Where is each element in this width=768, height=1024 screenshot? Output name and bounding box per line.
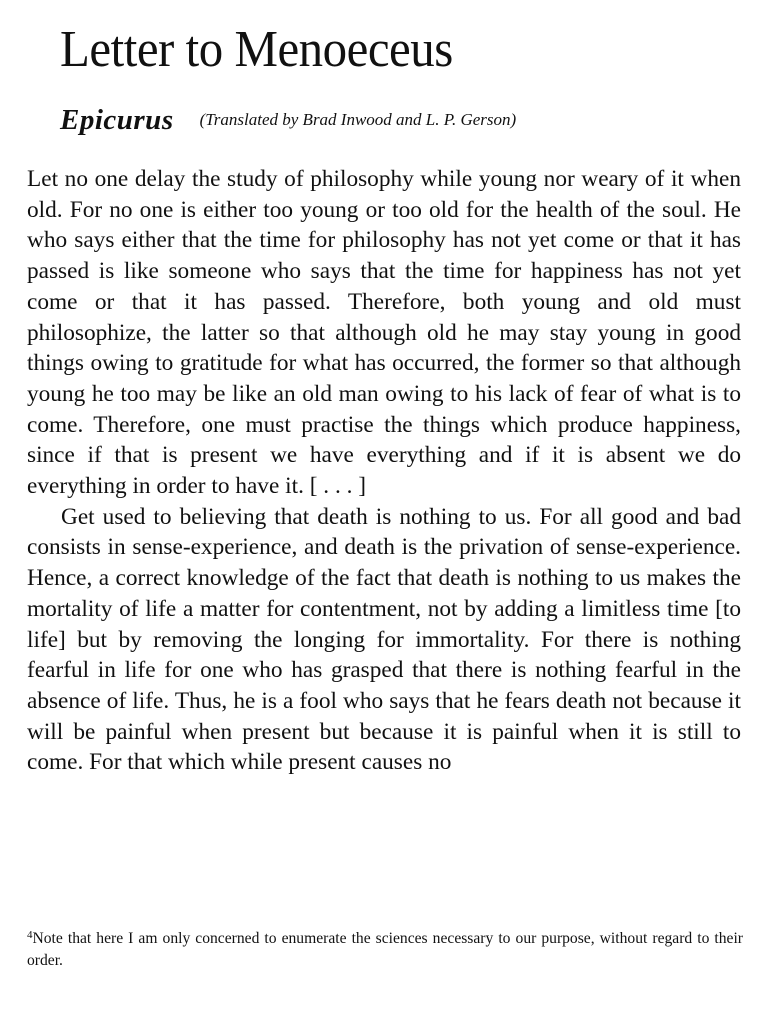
author-name: Epicurus: [60, 104, 174, 136]
byline: [60, 104, 516, 144]
paragraph-2: Get used to believing that death is nothing to us. For all good and bad consists in sense-experience, and death is the privation of sense-experience. Hence, a correct knowledge of the fact that death is nothing to us makes the mortality of life a matter for contentment, not by adding a limitless time [to life] but by removing the longing for immortality. For there is nothing fearful in life for one who has grasped that there is nothing fearful in the absence of life. Thus, he is a fool who says that he fears death not because it will be painful when present but because it is painful when it is still to come. For that which while present causes no: [27, 503, 741, 776]
translator-credit: (Translated by Brad Inwood and L. P. Gerson): [199, 110, 517, 129]
paragraph-1: Let no one delay the study of philosophy while young nor weary of it when old. For no one is either too young or too old for the health of the soul. He who says either that the time for philosophy has not yet come or that it has passed is like someone who says that the time for happiness has not yet come or that it has passed. Therefore, both young and old must philosophize, the latter so that although old he may stay young in good things owing to gratitude for what has occurred, the former so that although young he too may be like an old man owing to his lack of fear of what is to come. Therefore, one must practise the things which produce happiness, since if that is present we have everything and if it is absent we do everything in order to have it. [ . . . ]: [27, 166, 741, 500]
footnote: [27, 928, 743, 972]
footnote-text: Note that here I am only concerned to enumerate the sciences necessary to our purpose, without regard to their order.: [27, 930, 743, 969]
body-text: [27, 164, 741, 778]
footnote-marker: 4: [27, 929, 33, 941]
page-title: Letter to Menoeceus: [60, 21, 453, 78]
